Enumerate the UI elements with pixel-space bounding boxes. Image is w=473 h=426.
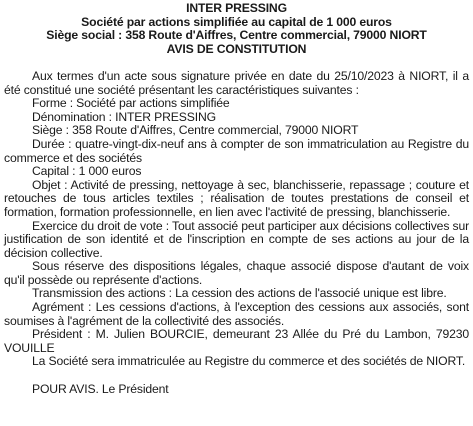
paragraph-approval: Agrément : Les cessions d'actions, à l'exception des cessions aux associés, sont soumises à l'agrément de la collectivité des associés. [4,300,469,328]
paragraph-purpose: Objet : Activité de pressing, nettoyage à sec, blanchisserie, repassage ; couture et retouches de tous articles textiles ; réalisation de toutes prestations de conseil et formation, formation professionnelle, en lien avec l'activité de pressing, blanchisserie. [4,177,469,219]
paragraph-share-transfer: Transmission des actions : La cession des actions de l'associé unique est libre. [32,286,447,301]
paragraph-voting-rights: Exercice du droit de vote : Tout associé peut participer aux décisions collectives sur justification de son identité et de l'inscription en compte de ses actions au jour de la décision collective. [4,218,469,260]
paragraph-president: Président : M. Julien BOURCIE, demeurant 23 Allée du Pré du Lambon, 79230 VOUILLE [4,327,469,355]
paragraph-intro: Aux termes d'un acte sous signature privée en date du 25/10/2023 à NIORT, il a été constitué une société présentant les caractéristiques suivantes : [4,68,469,97]
registered-office-line: Siège social : 358 Route d'Aiffres, Centre commercial, 79000 NIORT [46,28,427,43]
paragraph-seat: Siège : 358 Route d'Aiffres, Centre commercial, 79000 NIORT [32,123,359,138]
notice-header [4,2,469,56]
paragraph-duration: Durée : quatre-vingt-dix-neuf ans à compter de son immatriculation au Registre du commerce et des sociétés [4,136,469,165]
paragraph-denomination: Dénomination : INTER PRESSING [32,109,216,124]
legal-notice [4,2,469,396]
paragraph-form: Forme : Société par actions simplifiée [32,96,230,111]
paragraph-registration: La Société sera immatriculée au Registre du commerce et des sociétés de NIORT. [32,354,466,369]
signature-line: POUR AVIS. Le Président [32,381,169,396]
paragraph-votes: Sous réserve des dispositions légales, chaque associé dispose d'autant de voix qu'il possède ou représente d'actions. [4,259,469,287]
company-name: INTER PRESSING [186,1,287,15]
notice-type: AVIS DE CONSTITUTION [166,41,307,56]
paragraph-capital: Capital : 1 000 euros [32,164,142,179]
legal-form-line: Société par actions simplifiée au capital de 1 000 euros [81,14,392,29]
notice-body [4,70,469,369]
